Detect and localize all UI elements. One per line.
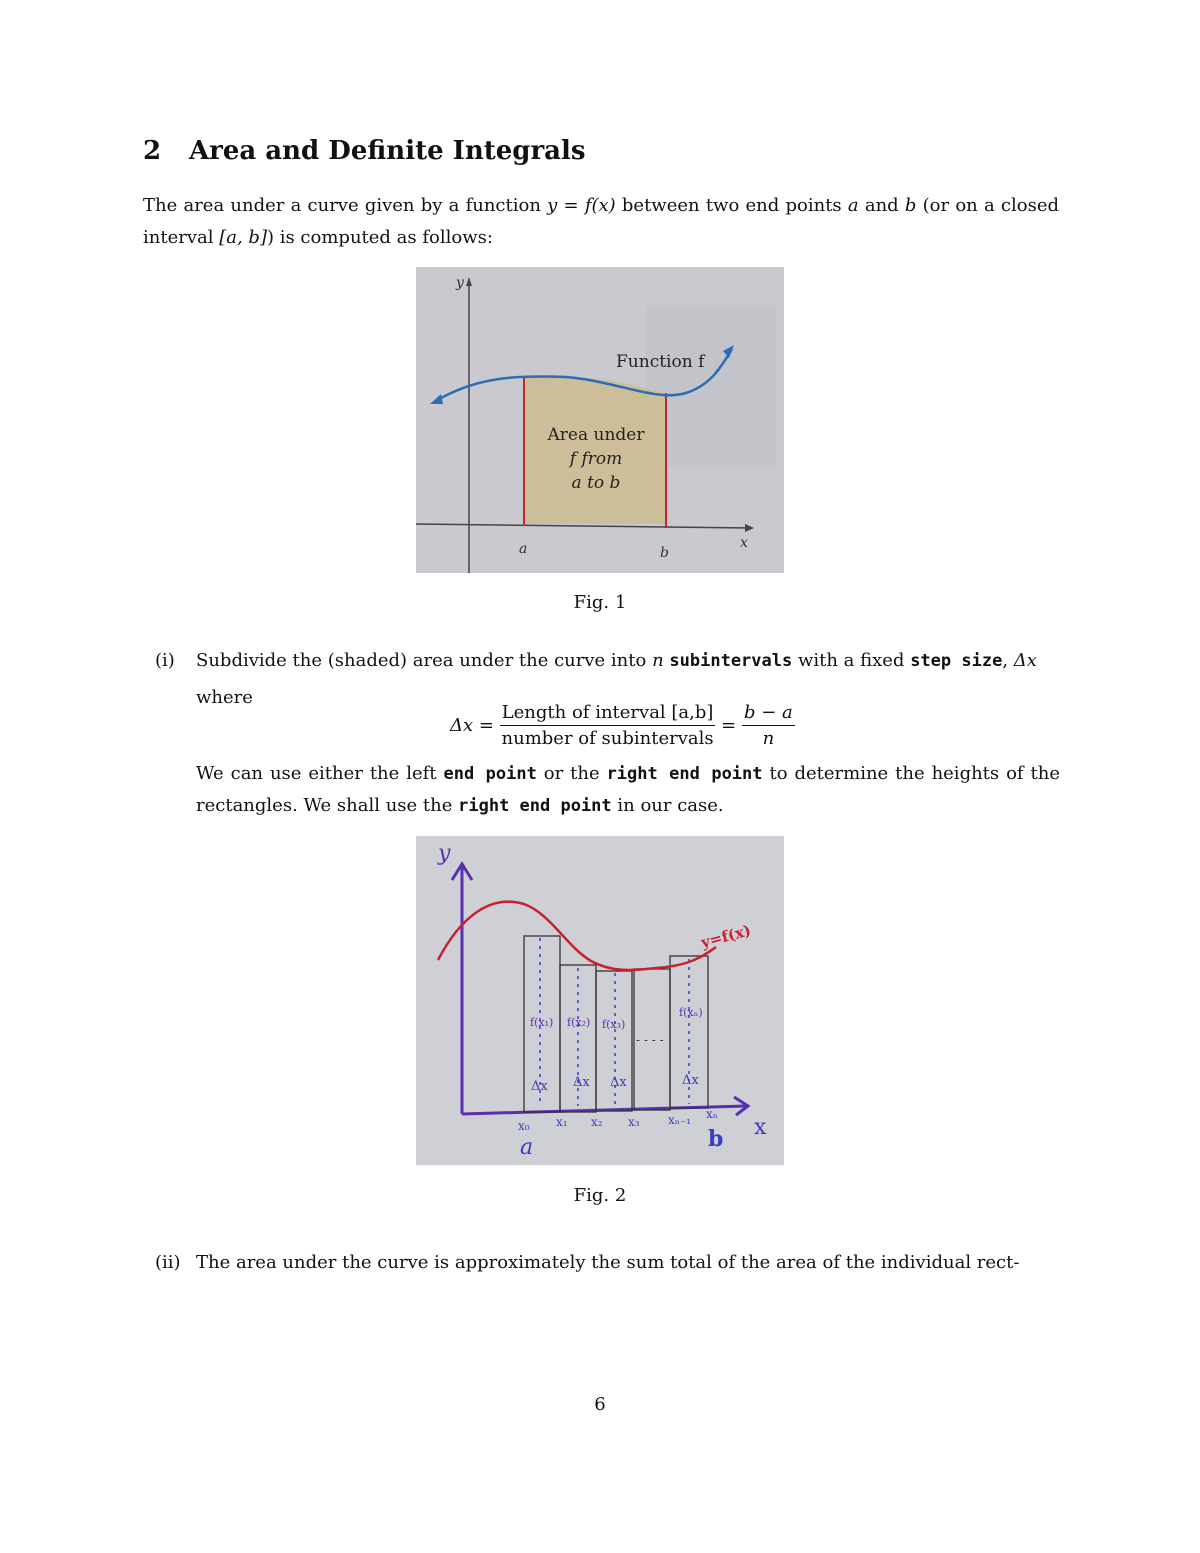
item-2-label: (ii): [155, 1252, 181, 1273]
math-n: n: [652, 650, 664, 671]
figure-1-image: [416, 267, 784, 573]
intro-text: between two end points: [615, 195, 848, 216]
fig2-b-label: b: [708, 1126, 724, 1152]
intro-text: ) is computed as follows:: [266, 227, 493, 248]
math-a: a: [847, 195, 859, 216]
where-text: where: [196, 687, 253, 708]
intro-text: and: [858, 195, 905, 216]
item-1-span: in our case.: [611, 795, 724, 816]
dots-separator: - - - -: [636, 1033, 664, 1047]
area-label-line1: Area under: [547, 425, 645, 445]
item-1-label: (i): [155, 650, 175, 671]
curve-label: y=f(x): [698, 921, 753, 952]
item-1-span: with a fixed: [792, 650, 911, 671]
section-title: [143, 136, 586, 166]
formula-lhs: Δx =: [450, 715, 494, 736]
bold-right-end-point: right end point: [606, 764, 763, 784]
fig1-a-label: a: [519, 541, 528, 557]
intro-text: The area under a curve given by a function: [143, 195, 548, 216]
tick-label-x2: x₂: [591, 1115, 603, 1129]
page-number: 6: [594, 1394, 606, 1415]
f-label-n: f(xₙ): [679, 1006, 703, 1019]
formula-numerator-1: Length of interval [a,b]: [500, 702, 716, 726]
area-label-line3: a to b: [571, 473, 621, 493]
function-f-label: Function f: [616, 352, 705, 372]
f-label-1: f(x₁): [530, 1016, 554, 1029]
tick-label-x1: x₁: [556, 1115, 568, 1129]
fig2-y-label: y: [438, 841, 451, 866]
tick-label-x3: x₃: [628, 1115, 640, 1129]
formula-fraction-2: [742, 702, 795, 749]
formula-equals: =: [721, 715, 737, 736]
f-label-2: f(x₂): [567, 1016, 591, 1029]
fig1-x-label: x: [740, 535, 748, 551]
fig1-y-label: y: [456, 275, 464, 291]
item-1-span: Subdivide the (shaded) area under the curve into: [196, 650, 653, 671]
fig2-x-label: x: [754, 1115, 767, 1140]
item-1-span: ,: [1002, 650, 1014, 671]
item-1-paragraph-2: [196, 758, 1060, 822]
section-title-text: Area and Definite Integrals: [189, 136, 586, 166]
intro-text: (or on a closed interval: [143, 195, 1059, 248]
math-y-equals-fx: y = f(x): [547, 195, 616, 216]
item-1-span: We can use either the left: [196, 763, 444, 784]
item-1-span: or the: [536, 763, 607, 784]
item-2-text: The area under the curve is approximately the sum total of the area of the individual rect-: [196, 1252, 1020, 1273]
bold-step-size: step size: [910, 651, 1003, 671]
step-size-formula: [450, 702, 795, 749]
area-label-line2: f from: [569, 449, 623, 469]
intro-paragraph: [143, 190, 1059, 254]
formula-numerator-2: b − a: [742, 702, 795, 726]
dx-label-3: Δx: [610, 1075, 627, 1090]
tick-label-xn-1: xₙ₋₁: [668, 1113, 692, 1127]
item-1-text: [196, 645, 1060, 677]
formula-denominator-2: n: [762, 728, 775, 749]
figure-2-caption: Fig. 2: [573, 1185, 627, 1206]
fig2-a-label: a: [520, 1135, 534, 1160]
figure-2-image: [416, 836, 784, 1165]
f-label-3: f(x₃): [602, 1018, 626, 1031]
math-delta-x: Δx: [1013, 650, 1037, 671]
tick-label-x0: x₀: [518, 1119, 530, 1133]
section-number: 2: [143, 136, 162, 166]
bold-right-end-point-2: right end point: [458, 796, 612, 816]
math-interval: [a, b]: [219, 227, 267, 248]
math-b: b: [904, 195, 917, 216]
bold-end-point: end point: [443, 764, 537, 784]
dx-label-2: Δx: [573, 1075, 590, 1090]
tick-label-xn: xₙ: [706, 1107, 718, 1121]
fig1-b-label: b: [660, 545, 669, 561]
item-1-span: to determine the heights of the rectangles. We shall use the: [196, 763, 1061, 816]
bold-subintervals: subintervals: [669, 651, 793, 671]
dx-label-1: Δx: [531, 1079, 548, 1094]
formula-denominator-1: number of subintervals: [501, 728, 714, 749]
figure-1-caption: Fig. 1: [573, 592, 627, 613]
dx-label-4: Δx: [682, 1073, 699, 1088]
formula-fraction-1: [500, 702, 716, 749]
